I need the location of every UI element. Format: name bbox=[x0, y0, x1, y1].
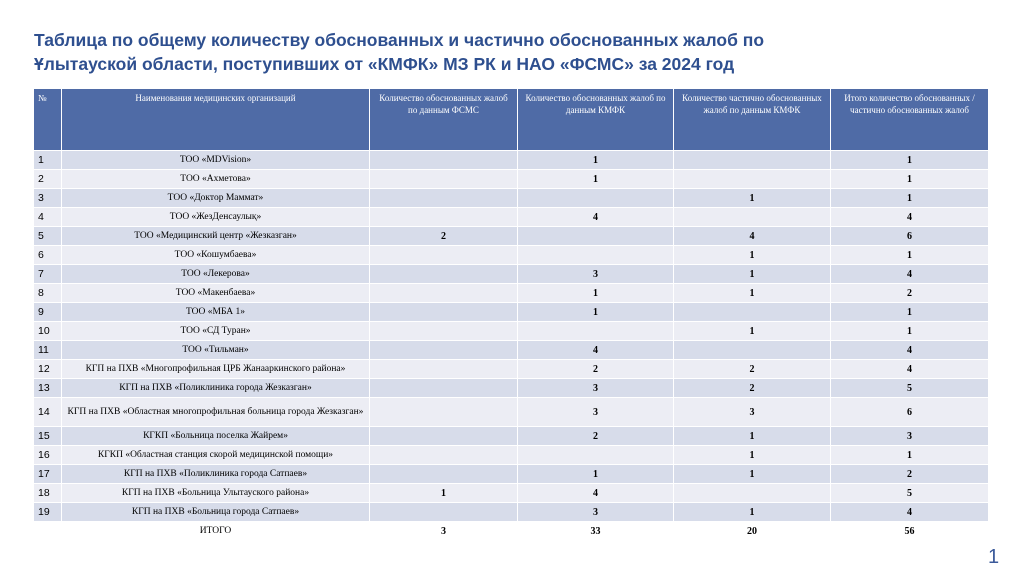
complaints-table bbox=[33, 88, 989, 541]
column-header-organization: Наименования медицинских организаций bbox=[62, 89, 370, 151]
fsms-count-cell bbox=[370, 303, 518, 322]
page-title-line-1: Таблица по общему количеству обоснованных и частично обоснованных жалоб по bbox=[34, 30, 765, 50]
row-number-cell: 1 bbox=[34, 151, 62, 170]
organization-name-cell: ТОО «MDVision» bbox=[62, 151, 370, 170]
organization-name-cell: КГКП «Больница поселка Жайрем» bbox=[62, 427, 370, 446]
kmfk-count-cell bbox=[518, 322, 674, 341]
partial-kmfk-count-cell: 1 bbox=[674, 322, 831, 341]
fsms-count-cell bbox=[370, 265, 518, 284]
organization-name-cell: КГП на ПХВ «Областная многопрофильная больница города Жезказган» bbox=[62, 398, 370, 427]
fsms-count-cell bbox=[370, 284, 518, 303]
column-header-total: Итого количество обоснованных / частично обоснованных жалоб bbox=[831, 89, 989, 151]
row-number-cell: 4 bbox=[34, 208, 62, 227]
organization-name-cell: КГП на ПХВ «Многопрофильная ЦРБ Жанааркинского района» bbox=[62, 360, 370, 379]
row-number-cell: 3 bbox=[34, 189, 62, 208]
row-number-cell: 15 bbox=[34, 427, 62, 446]
fsms-count-cell bbox=[370, 170, 518, 189]
kmfk-count-cell bbox=[518, 246, 674, 265]
kmfk-count-cell bbox=[518, 189, 674, 208]
total-count-cell: 6 bbox=[831, 227, 989, 246]
total-count-cell: 4 bbox=[831, 503, 989, 522]
organization-name-cell: ТОО «СД Туран» bbox=[62, 322, 370, 341]
partial-kmfk-count-cell: 4 bbox=[674, 227, 831, 246]
organization-name-cell: ТОО «ЖезДенсаулық» bbox=[62, 208, 370, 227]
total-count-cell: 1 bbox=[831, 189, 989, 208]
table-header-row bbox=[34, 89, 989, 151]
organization-name-cell: КГП на ПХВ «Поликлиника города Сатпаев» bbox=[62, 465, 370, 484]
fsms-count-cell bbox=[370, 465, 518, 484]
total-count-cell: 5 bbox=[831, 379, 989, 398]
kmfk-count-cell: 1 bbox=[518, 151, 674, 170]
fsms-count-cell: 2 bbox=[370, 227, 518, 246]
total-count-cell: 1 bbox=[831, 446, 989, 465]
total-kmfk-count-cell: 33 bbox=[518, 522, 674, 541]
row-number-cell: 2 bbox=[34, 170, 62, 189]
partial-kmfk-count-cell: 1 bbox=[674, 427, 831, 446]
fsms-count-cell bbox=[370, 246, 518, 265]
organization-name-cell: КГП на ПХВ «Поликлиника города Жезказган» bbox=[62, 379, 370, 398]
kmfk-count-cell bbox=[518, 446, 674, 465]
organization-name-cell: ТОО «Макенбаева» bbox=[62, 284, 370, 303]
kmfk-count-cell: 2 bbox=[518, 360, 674, 379]
partial-kmfk-count-cell: 1 bbox=[674, 446, 831, 465]
kmfk-count-cell: 1 bbox=[518, 465, 674, 484]
total-count-cell: 1 bbox=[831, 170, 989, 189]
column-header-partial-kmfk: Количество частично обоснованных жалоб по данным КМФК bbox=[674, 89, 831, 151]
kmfk-count-cell bbox=[518, 227, 674, 246]
partial-kmfk-count-cell: 1 bbox=[674, 284, 831, 303]
kmfk-count-cell: 3 bbox=[518, 503, 674, 522]
row-number-cell: 5 bbox=[34, 227, 62, 246]
partial-kmfk-count-cell: 1 bbox=[674, 503, 831, 522]
column-header-fsms: Количество обоснованных жалоб по данным ФСМС bbox=[370, 89, 518, 151]
total-count-cell: 6 bbox=[831, 398, 989, 427]
table-row bbox=[34, 322, 989, 341]
partial-kmfk-count-cell bbox=[674, 341, 831, 360]
total-count-cell: 2 bbox=[831, 465, 989, 484]
kmfk-count-cell: 3 bbox=[518, 398, 674, 427]
total-count-cell: 5 bbox=[831, 484, 989, 503]
total-partial-kmfk-count-cell: 20 bbox=[674, 522, 831, 541]
organization-name-cell: ТОО «Кошумбаева» bbox=[62, 246, 370, 265]
table-row bbox=[34, 465, 989, 484]
fsms-count-cell bbox=[370, 341, 518, 360]
organization-name-cell: КГП на ПХВ «Больница Улытауского района» bbox=[62, 484, 370, 503]
row-number-cell: 10 bbox=[34, 322, 62, 341]
organization-name-cell: КГКП «Областная станция скорой медицинской помощи» bbox=[62, 446, 370, 465]
total-fsms-count-cell: 3 bbox=[370, 522, 518, 541]
table-row bbox=[34, 360, 989, 379]
total-row-number-cell bbox=[34, 522, 62, 541]
table-row bbox=[34, 503, 989, 522]
fsms-count-cell bbox=[370, 446, 518, 465]
table-row bbox=[34, 341, 989, 360]
total-count-cell: 2 bbox=[831, 284, 989, 303]
table-row bbox=[34, 246, 989, 265]
total-count-cell: 1 bbox=[831, 246, 989, 265]
fsms-count-cell bbox=[370, 151, 518, 170]
totals-row bbox=[34, 522, 989, 541]
row-number-cell: 13 bbox=[34, 379, 62, 398]
partial-kmfk-count-cell bbox=[674, 151, 831, 170]
page-number: 1 bbox=[988, 546, 1000, 568]
organization-name-cell: ТОО «Лекерова» bbox=[62, 265, 370, 284]
total-count-cell: 1 bbox=[831, 151, 989, 170]
partial-kmfk-count-cell: 1 bbox=[674, 265, 831, 284]
organization-name-cell: КГП на ПХВ «Больница города Сатпаев» bbox=[62, 503, 370, 522]
table-row bbox=[34, 303, 989, 322]
kmfk-count-cell: 4 bbox=[518, 484, 674, 503]
total-count-cell: 1 bbox=[831, 322, 989, 341]
table-row bbox=[34, 170, 989, 189]
table-row bbox=[34, 427, 989, 446]
table-row bbox=[34, 398, 989, 427]
column-header-kmfk: Количество обоснованных жалоб по данным КМФК bbox=[518, 89, 674, 151]
table-body bbox=[34, 151, 989, 541]
partial-kmfk-count-cell bbox=[674, 484, 831, 503]
organization-name-cell: ТОО «Ахметова» bbox=[62, 170, 370, 189]
partial-kmfk-count-cell: 3 bbox=[674, 398, 831, 427]
total-total-count-cell: 56 bbox=[831, 522, 989, 541]
row-number-cell: 16 bbox=[34, 446, 62, 465]
organization-name-cell: ТОО «Доктор Маммат» bbox=[62, 189, 370, 208]
table-row bbox=[34, 265, 989, 284]
partial-kmfk-count-cell: 1 bbox=[674, 465, 831, 484]
total-count-cell: 3 bbox=[831, 427, 989, 446]
fsms-count-cell bbox=[370, 398, 518, 427]
row-number-cell: 19 bbox=[34, 503, 62, 522]
organization-name-cell: ТОО «Медицинский центр «Жезказган» bbox=[62, 227, 370, 246]
table-row bbox=[34, 446, 989, 465]
column-header-number: № bbox=[34, 89, 62, 151]
partial-kmfk-count-cell: 2 bbox=[674, 379, 831, 398]
fsms-count-cell bbox=[370, 322, 518, 341]
row-number-cell: 12 bbox=[34, 360, 62, 379]
partial-kmfk-count-cell bbox=[674, 170, 831, 189]
fsms-count-cell bbox=[370, 360, 518, 379]
row-number-cell: 9 bbox=[34, 303, 62, 322]
page-title bbox=[34, 28, 914, 76]
page-title-line-2: Ұлытауской области, поступивших от «КМФК» МЗ РК и НАО «ФСМС» за 2024 год bbox=[34, 54, 735, 74]
fsms-count-cell bbox=[370, 427, 518, 446]
row-number-cell: 17 bbox=[34, 465, 62, 484]
row-number-cell: 7 bbox=[34, 265, 62, 284]
organization-name-cell: ТОО «Тильман» bbox=[62, 341, 370, 360]
partial-kmfk-count-cell bbox=[674, 303, 831, 322]
kmfk-count-cell: 1 bbox=[518, 170, 674, 189]
total-count-cell: 4 bbox=[831, 265, 989, 284]
fsms-count-cell bbox=[370, 189, 518, 208]
partial-kmfk-count-cell: 2 bbox=[674, 360, 831, 379]
kmfk-count-cell: 3 bbox=[518, 379, 674, 398]
total-count-cell: 4 bbox=[831, 341, 989, 360]
fsms-count-cell bbox=[370, 379, 518, 398]
table-row bbox=[34, 208, 989, 227]
fsms-count-cell: 1 bbox=[370, 484, 518, 503]
table-row bbox=[34, 189, 989, 208]
partial-kmfk-count-cell: 1 bbox=[674, 189, 831, 208]
total-organization-name-cell: ИТОГО bbox=[62, 522, 370, 541]
row-number-cell: 6 bbox=[34, 246, 62, 265]
table-row bbox=[34, 284, 989, 303]
table-row bbox=[34, 379, 989, 398]
total-count-cell: 4 bbox=[831, 360, 989, 379]
partial-kmfk-count-cell bbox=[674, 208, 831, 227]
table-row bbox=[34, 227, 989, 246]
row-number-cell: 11 bbox=[34, 341, 62, 360]
table-row bbox=[34, 484, 989, 503]
kmfk-count-cell: 3 bbox=[518, 265, 674, 284]
kmfk-count-cell: 1 bbox=[518, 284, 674, 303]
fsms-count-cell bbox=[370, 503, 518, 522]
row-number-cell: 18 bbox=[34, 484, 62, 503]
table-row bbox=[34, 151, 989, 170]
total-count-cell: 1 bbox=[831, 303, 989, 322]
partial-kmfk-count-cell: 1 bbox=[674, 246, 831, 265]
row-number-cell: 14 bbox=[34, 398, 62, 427]
kmfk-count-cell: 2 bbox=[518, 427, 674, 446]
organization-name-cell: ТОО «МБА 1» bbox=[62, 303, 370, 322]
total-count-cell: 4 bbox=[831, 208, 989, 227]
kmfk-count-cell: 4 bbox=[518, 341, 674, 360]
row-number-cell: 8 bbox=[34, 284, 62, 303]
fsms-count-cell bbox=[370, 208, 518, 227]
kmfk-count-cell: 1 bbox=[518, 303, 674, 322]
kmfk-count-cell: 4 bbox=[518, 208, 674, 227]
